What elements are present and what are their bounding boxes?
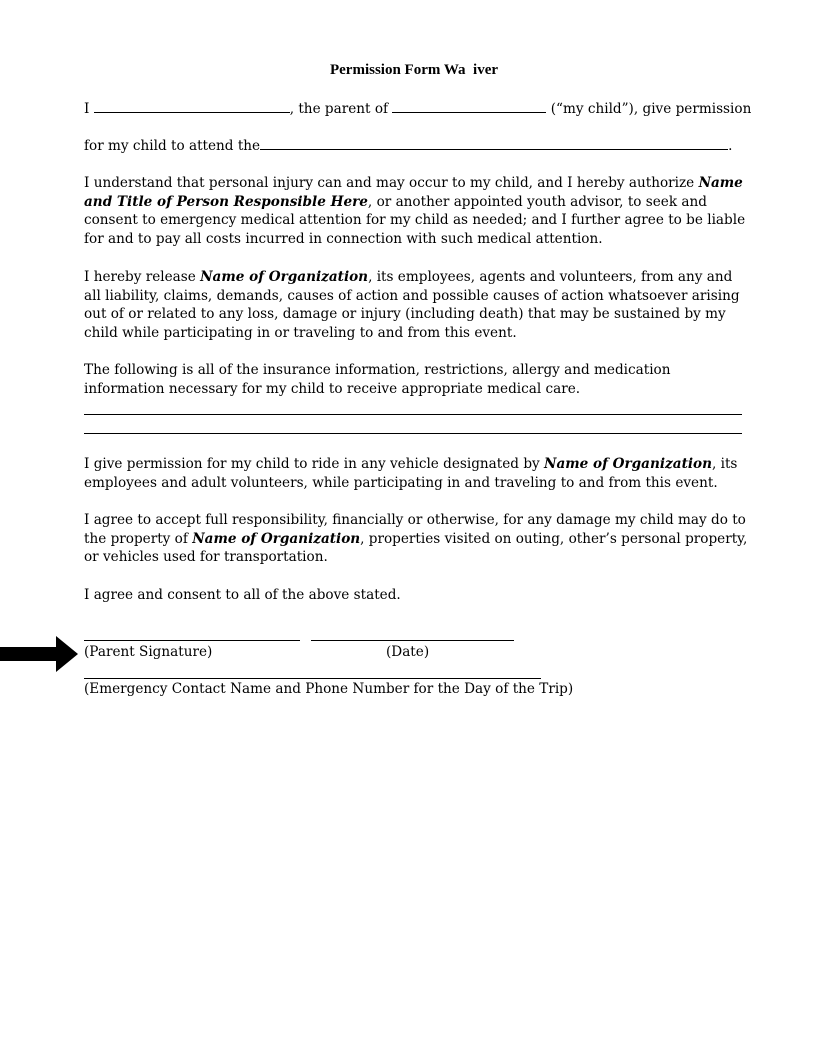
release-text-1: I hereby release <box>84 269 201 285</box>
parent-name-line <box>84 99 754 119</box>
release-paragraph <box>84 268 749 343</box>
emergency-contact-label: (Emergency Contact Name and Phone Number for the Day of the Trip) <box>84 681 574 697</box>
insurance-info-line-2[interactable] <box>84 433 742 434</box>
organization-placeholder: Name of Organization <box>200 269 369 285</box>
medical-text-2: , or another appointed youth advisor, to seek and consent to emergency medical attention for my child as needed; and I further agree to be liable for and to pay all costs incurred in connection with such medical attention. <box>84 193 746 248</box>
responsibility-paragraph <box>84 511 749 567</box>
line1-prefix: I <box>84 101 90 117</box>
emergency-contact-line[interactable] <box>84 678 541 679</box>
parent-signature-label: (Parent Signature) <box>84 644 213 660</box>
parent-signature-line[interactable] <box>84 640 300 641</box>
line2-suffix: . <box>728 138 733 154</box>
vehicle-text-1: I give permission for my child to ride in any vehicle designated by <box>84 456 545 472</box>
event-name-field[interactable] <box>260 136 728 150</box>
organization-placeholder: Name of Organization <box>544 456 712 472</box>
responsible-person-placeholder: Name and Title of Person Responsible Here <box>84 175 743 210</box>
vehicle-text-2: , its employees and adult volunteers, while participating in and traveling to and from this event. <box>84 456 738 491</box>
medical-text-1: I understand that personal injury can and may occur to my child, and I hereby authorize <box>84 175 699 191</box>
event-line <box>84 136 754 156</box>
responsibility-text-2: , properties visited on outing, other’s personal property, or vehicles used for transportation. <box>84 530 748 566</box>
consent-statement: I agree and consent to all of the above stated. <box>84 587 401 603</box>
line1-suffix: (“my child”), give permission <box>550 101 752 117</box>
insurance-info-line-1[interactable] <box>84 414 742 415</box>
line1-middle: , the parent of <box>289 101 389 117</box>
medical-paragraph <box>84 174 749 249</box>
responsibility-text-1: I agree to accept full responsibility, financially or otherwise, for any damage my child may do to the property of <box>84 512 746 547</box>
date-label: (Date) <box>386 644 430 660</box>
insurance-paragraph: The following is all of the insurance information, restrictions, allergy and medication information necessary for my child to receive appropriate medical care. <box>84 362 671 397</box>
line2-prefix: for my child to attend the <box>84 138 261 154</box>
vehicle-paragraph <box>84 455 749 492</box>
parent-name-field[interactable] <box>94 99 290 113</box>
arrow-right-icon <box>0 634 80 674</box>
page-title: Permission Form Wa iver <box>329 62 499 78</box>
child-name-field[interactable] <box>392 99 546 113</box>
release-text-2: , its employees, agents and volunteers, from any and all liability, claims, demands, causes of action and possible causes of action whatsoever arising out of or related to any loss, damage or injury (including death) that may be sustained by my child while participating in or traveling to and from this event. <box>84 269 740 342</box>
organization-placeholder: Name of Organization <box>192 530 361 547</box>
date-line[interactable] <box>311 640 514 641</box>
